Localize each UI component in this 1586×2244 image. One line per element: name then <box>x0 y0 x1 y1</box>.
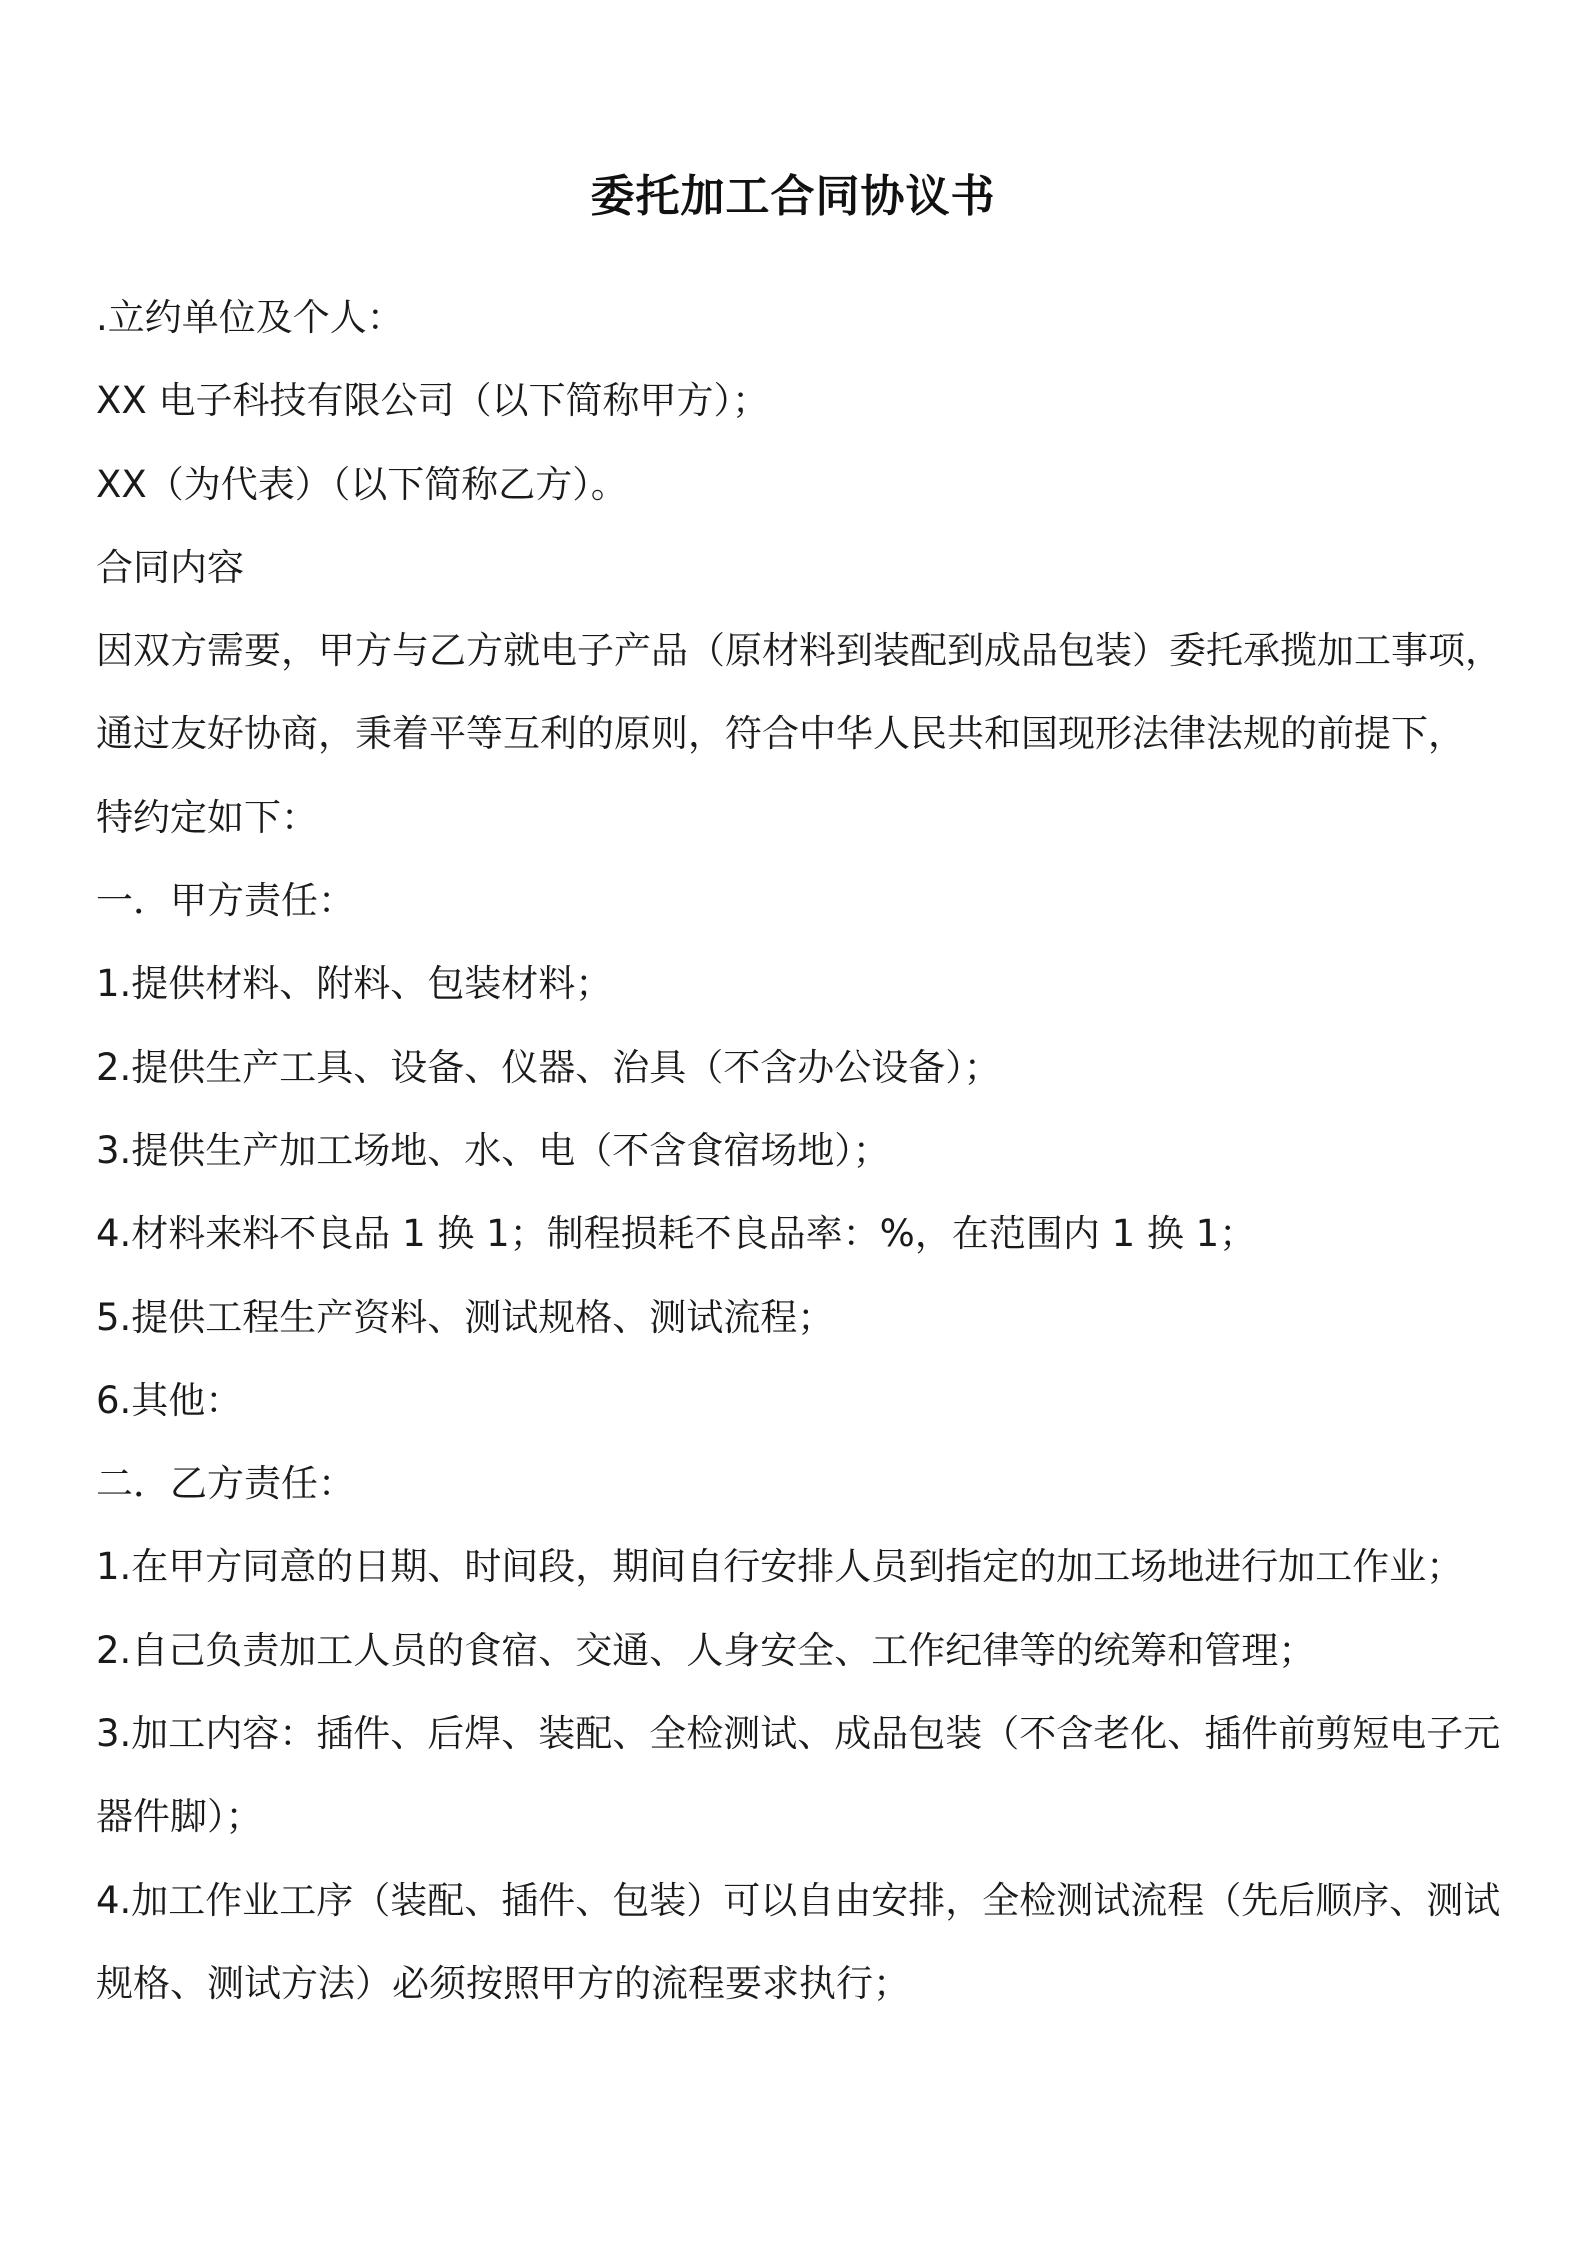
party-b-duty-item: 4.加工作业工序（装配、插件、包装）可以自由安排，全检测试流程（先后顺序、测试 <box>96 1878 1501 1922</box>
party-a-duty-item: 3.提供生产加工场地、水、电（不含食宿场地）； <box>96 1128 890 1172</box>
party-a-duty-item: 6.其他： <box>96 1378 243 1422</box>
preamble-line: 特约定如下： <box>96 795 318 839</box>
party-b-duties-heading: 二．乙方责任： <box>96 1462 355 1506</box>
document-title: 委托加工合同协议书 <box>590 171 996 222</box>
party-b-duty-item-continued: 规格、测试方法）必须按照甲方的流程要求执行； <box>96 1961 910 2005</box>
party-a-duties-heading: 一．甲方责任： <box>96 879 355 923</box>
party-b-line: XX（为代表）（以下简称乙方）。 <box>96 462 628 506</box>
party-b-duty-item: 3.加工内容：插件、后焊、装配、全检测试、成品包装（不含老化、插件前剪短电子元 <box>96 1712 1501 1756</box>
party-a-duty-item: 5.提供工程生产资料、测试规格、测试流程； <box>96 1295 835 1339</box>
document-body <box>96 276 1506 2025</box>
preamble-line: 通过友好协商，秉着平等互利的原则，符合中华人民共和国现形法律法规的前提下， <box>96 712 1465 756</box>
party-a-duty-item: 1.提供材料、附料、包装材料； <box>96 962 613 1006</box>
contract-content-heading: 合同内容 <box>96 545 244 589</box>
party-a-line: XX 电子科技有限公司（以下简称甲方）； <box>96 379 769 423</box>
party-a-duty-item: 4.材料来料不良品 1 换 1；制程损耗不良品率：%，在范围内 1 换 1； <box>96 1212 1257 1256</box>
party-b-duty-item: 1.在甲方同意的日期、时间段，期间自行安排人员到指定的加工场地进行加工作业； <box>96 1545 1464 1589</box>
party-b-duty-item-continued: 器件脚）； <box>96 1795 263 1839</box>
party-b-duty-item: 2.自己负责加工人员的食宿、交通、人身安全、工作纪律等的统筹和管理； <box>96 1628 1316 1672</box>
parties-heading: .立约单位及个人： <box>96 296 404 339</box>
preamble-line: 因双方需要，甲方与乙方就电子产品（原材料到装配到成品包装）委托承揽加工事项， <box>96 629 1502 673</box>
party-a-duty-item: 2.提供生产工具、设备、仪器、治具（不含办公设备）； <box>96 1045 1001 1089</box>
